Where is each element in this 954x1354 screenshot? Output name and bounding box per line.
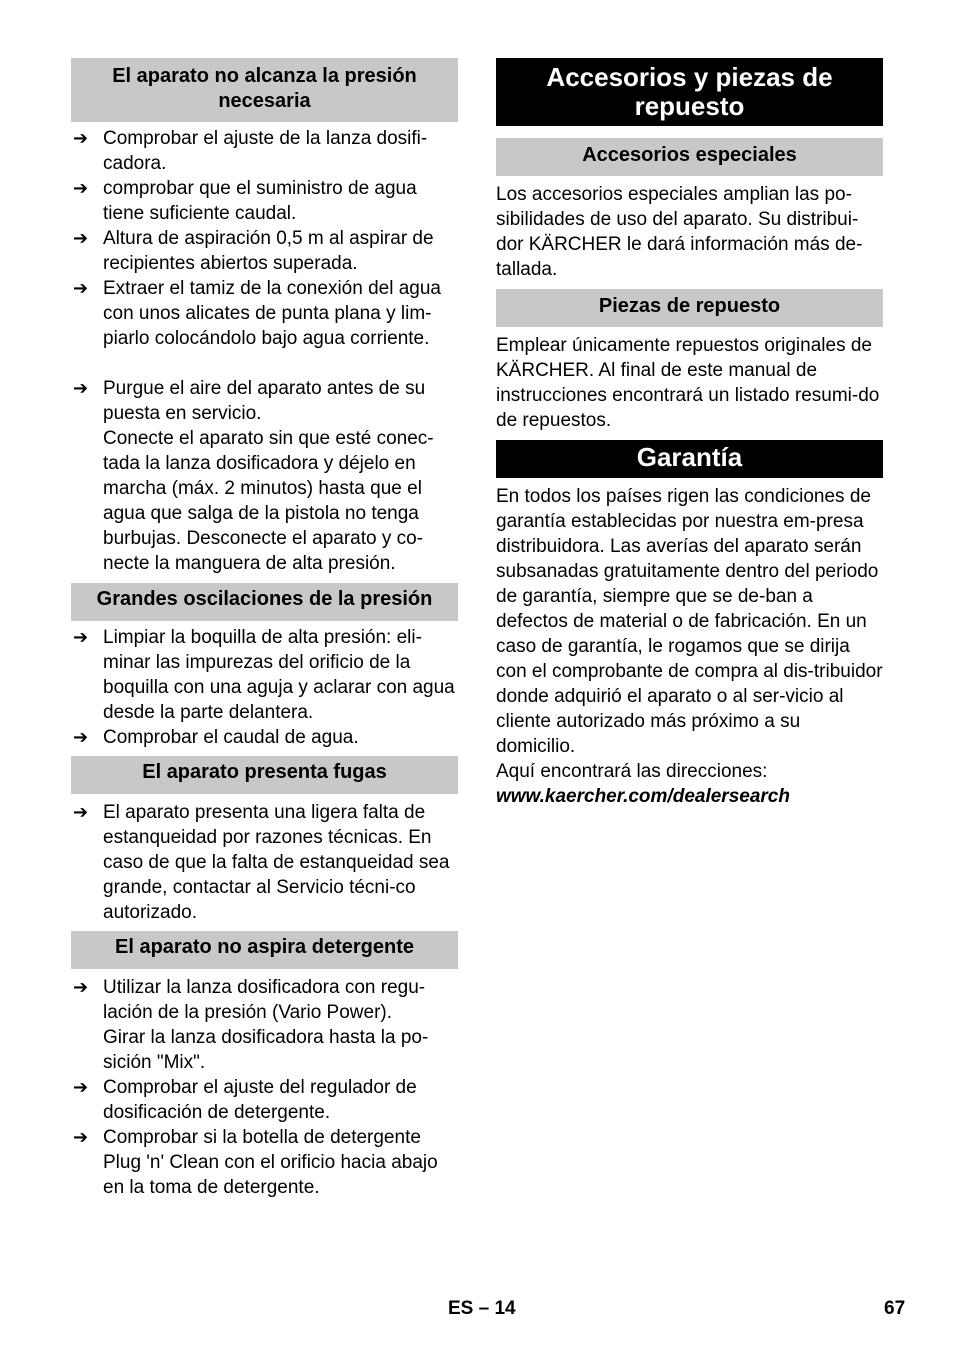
list-item-continuation: Conecte el aparato sin que esté conec-tada la lanza dosificadora y déjelo en marcha (máx. 2 minutos) hasta que el agua que salga de la pistola no tenga burbujas. Desconecte el aparato y co-necte la manguera de alta presión. bbox=[103, 428, 434, 574]
spare-parts-text: Emplear únicamente repuestos originales de KÄRCHER. Al final de este manual de instrucciones encontrará un listado resumi-do de repuestos. bbox=[496, 335, 880, 431]
list-item: ➔ El aparato presenta una ligera falta de estanqueidad por razones técnicas. En caso de que la falta de estanqueidad sea grande, contactar al Servicio técni-co autorizado. bbox=[73, 802, 450, 923]
heading-special-accessories: Accesorios especiales bbox=[496, 138, 883, 176]
dealersearch-link[interactable]: www.kaercher.com/dealersearch bbox=[496, 786, 790, 807]
left-column bbox=[71, 58, 458, 1200]
arrow-right-icon: ➔ bbox=[73, 1077, 89, 1097]
list-item: ➔ Comprobar el ajuste del regulador de dosificación de detergente. bbox=[73, 1077, 417, 1123]
list-item: ➔ Comprobar el ajuste de la lanza dosifi-cadora. bbox=[73, 128, 428, 174]
heading-spare-parts: Piezas de repuesto bbox=[496, 289, 883, 327]
arrow-right-icon: ➔ bbox=[73, 228, 89, 248]
list-item: ➔ Comprobar el caudal de agua. bbox=[73, 727, 359, 748]
right-column bbox=[496, 58, 883, 809]
list-item: ➔ Extraer el tamiz de la conexión del agua con unos alicates de punta plana y lim-piarlo colocándolo bajo agua corriente. bbox=[73, 278, 441, 349]
special-accessories-text: Los accesorios especiales amplian las po-sibilidades de uso del aparato. Su distribui-dor KÄRCHER le dará información más de-tallada. bbox=[496, 184, 863, 280]
list-leaks bbox=[71, 800, 458, 925]
arrow-right-icon: ➔ bbox=[73, 627, 89, 647]
list-item-continuation: Girar la lanza dosificadora hasta la po-sición "Mix". bbox=[103, 1027, 429, 1073]
footer-section-number: ES – 14 bbox=[448, 1298, 516, 1319]
arrow-right-icon: ➔ bbox=[73, 378, 89, 398]
arrow-right-icon: ➔ bbox=[73, 178, 89, 198]
arrow-right-icon: ➔ bbox=[73, 802, 89, 822]
arrow-right-icon: ➔ bbox=[73, 128, 89, 148]
addresses-label: Aquí encontrará las direcciones: bbox=[496, 761, 768, 782]
list-item: ➔ Limpiar la boquilla de alta presión: eli-minar las impurezas del orificio de la boquilla con una aguja y aclarar con agua desde la parte delantera. bbox=[73, 627, 455, 723]
list-no-pressure bbox=[71, 126, 458, 576]
list-pressure-fluctuations bbox=[71, 625, 458, 750]
warranty-text: En todos los países rigen las condiciones de garantía establecidas por nuestra em-presa distribuidora. Las averías del aparato serán subsanadas gratuitamente dentro del periodo de garantía, siempre que se de-ban a defectos de material o de fabricación. En un caso de garantía, le rogamos que se dirija con el comprobante de compra al dis-tribuidor donde adquirió el aparato o al ser-vicio al cliente autorizado más próximo a su domicilio. bbox=[496, 486, 883, 757]
arrow-right-icon: ➔ bbox=[73, 278, 89, 298]
heading-warranty: Garantía bbox=[496, 440, 883, 478]
list-item: ➔ Utilizar la lanza dosificadora con regu-lación de la presión (Vario Power). Girar la lanza dosificadora hasta la po-sición "Mix". bbox=[73, 977, 429, 1073]
arrow-right-icon: ➔ bbox=[73, 1127, 89, 1147]
list-item: ➔ Purgue el aire del aparato antes de su puesta en servicio. Conecte el aparato sin que esté conec-tada la lanza dosificadora y déjelo en marcha (máx. 2 minutos) hasta que el agua que salga de la pistola no tenga burbujas. Desconecte el aparato y co-necte la manguera de alta presión. bbox=[73, 378, 434, 574]
page-number: 67 bbox=[884, 1298, 906, 1319]
arrow-right-icon: ➔ bbox=[73, 727, 89, 747]
list-item: ➔ comprobar que el suministro de agua tiene suficiente caudal. bbox=[73, 178, 417, 224]
list-no-detergent bbox=[71, 975, 458, 1200]
arrow-right-icon: ➔ bbox=[73, 977, 89, 997]
heading-accessories-spare-parts: Accesorios y piezas de repuesto bbox=[496, 58, 883, 126]
list-item: ➔ Altura de aspiración 0,5 m al aspirar de recipientes abiertos superada. bbox=[73, 228, 434, 274]
heading-no-detergent: El aparato no aspira detergente bbox=[71, 931, 458, 969]
heading-no-pressure: El aparato no alcanza la presión necesaria bbox=[71, 58, 458, 122]
heading-pressure-fluctuations: Grandes oscilaciones de la presión bbox=[71, 583, 458, 621]
list-item: ➔ Comprobar si la botella de detergente Plug 'n' Clean con el orificio hacia abajo en la toma de detergente. bbox=[73, 1127, 438, 1198]
heading-leaks: El aparato presenta fugas bbox=[71, 756, 458, 794]
